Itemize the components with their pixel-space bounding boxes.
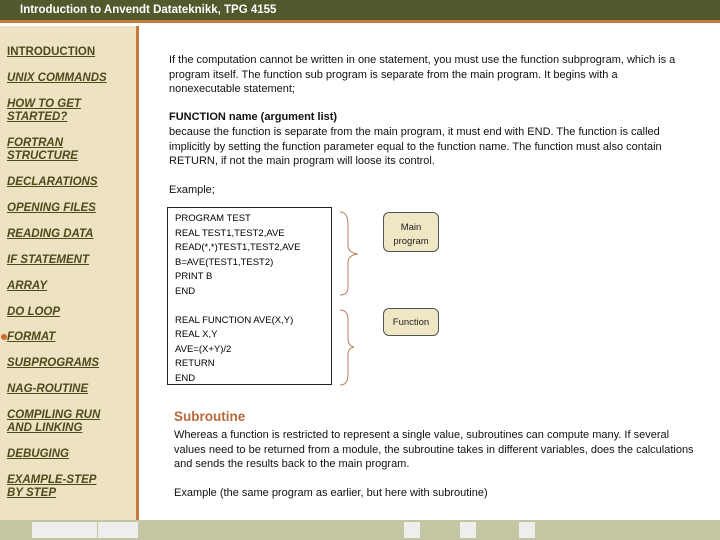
code-line: REAL TEST1,TEST2,AVE [175, 227, 285, 239]
nav-if-statement[interactable]: IF STATEMENT [7, 254, 89, 266]
nav-nag-routine[interactable]: NAG-ROUTINE [7, 383, 89, 395]
footer-logo [32, 522, 97, 538]
footer-logo [98, 522, 138, 538]
nav-how-to-get-started[interactable]: HOW TO GET STARTED? [7, 98, 81, 123]
callout-function-label: Function [392, 317, 430, 328]
function-heading: FUNCTION name (argument list) [169, 111, 338, 123]
example-label: Example; [169, 184, 215, 196]
code-line: READ(*,*)TEST1,TEST2,AVE [175, 242, 301, 253]
code-line: END [175, 372, 196, 384]
code-line: RETURN [175, 358, 215, 369]
callout-main-label: Main program [393, 222, 429, 247]
nav-debuging[interactable]: DEBUGING [7, 448, 69, 460]
code-line: REAL X,Y [175, 329, 218, 340]
callout-function [383, 308, 439, 336]
code-line: PROGRAM TEST [175, 213, 251, 224]
nav-subprograms[interactable]: SUBPROGRAMS [7, 357, 100, 369]
nav-home-icon[interactable] [460, 522, 476, 538]
nav-fortran-structure[interactable]: FORTRAN STRUCTURE [7, 137, 78, 162]
nav-example-step-by-step[interactable]: EXAMPLE-STEP BY STEP [7, 474, 97, 499]
code-line: B=AVE(TEST1,TEST2) [175, 256, 274, 268]
nav-do-loop[interactable]: DO LOOP [7, 306, 61, 318]
page-header [0, 0, 720, 23]
code-line: AVE=(X+Y)/2 [175, 343, 232, 355]
callout-main-program [383, 212, 439, 252]
nav-introduction[interactable]: INTRODUCTION [7, 46, 96, 58]
nav-unix-commands[interactable]: UNIX COMMANDS [7, 72, 107, 84]
nav-declarations[interactable]: DECLARATIONS [7, 176, 98, 188]
code-line: END [175, 285, 196, 297]
subroutine-heading: Subroutine [174, 409, 246, 424]
nav-reading-data[interactable]: READING DATA [7, 228, 94, 240]
code-line [175, 299, 331, 314]
intro-paragraph: If the computation cannot be written in one statement, you must use the function subprogram, which is a program itself. The function sub program is separate from the main program. It begins with a nonexecutable statement; [169, 54, 676, 95]
code-example-box [167, 207, 332, 385]
code-line: REAL FUNCTION AVE(X,Y) [175, 314, 294, 326]
header-title: Introduction to Anvendt Datateknikk, TPG 4155 [20, 4, 277, 16]
nav-format[interactable]: FORMAT [7, 331, 56, 343]
nav-opening-files[interactable]: OPENING FILES [7, 202, 96, 214]
nav-next-icon[interactable] [519, 522, 535, 538]
nav-prev-icon[interactable] [404, 522, 420, 538]
nav-array[interactable]: ARRAY [7, 280, 48, 292]
function-paragraph: because the function is separate from the main program, it must end with END. The function is called implicitly by setting the function parameter equal to the function name. The function must also contain RETURN, if not the main program will loose its control. [169, 126, 662, 167]
subroutine-paragraph: Whereas a function is restricted to represent a single value, subroutines can compute many. If several values need to be returned from a module, the subroutine takes in different variables, does the calculations and sends the results back to the main program. [174, 429, 694, 470]
code-line: PRINT B [175, 271, 213, 282]
nav-compiling-run-linking[interactable]: COMPILING RUN AND LINKING [7, 409, 101, 434]
subroutine-example-label: Example (the same program as earlier, but here with subroutine) [174, 487, 488, 499]
